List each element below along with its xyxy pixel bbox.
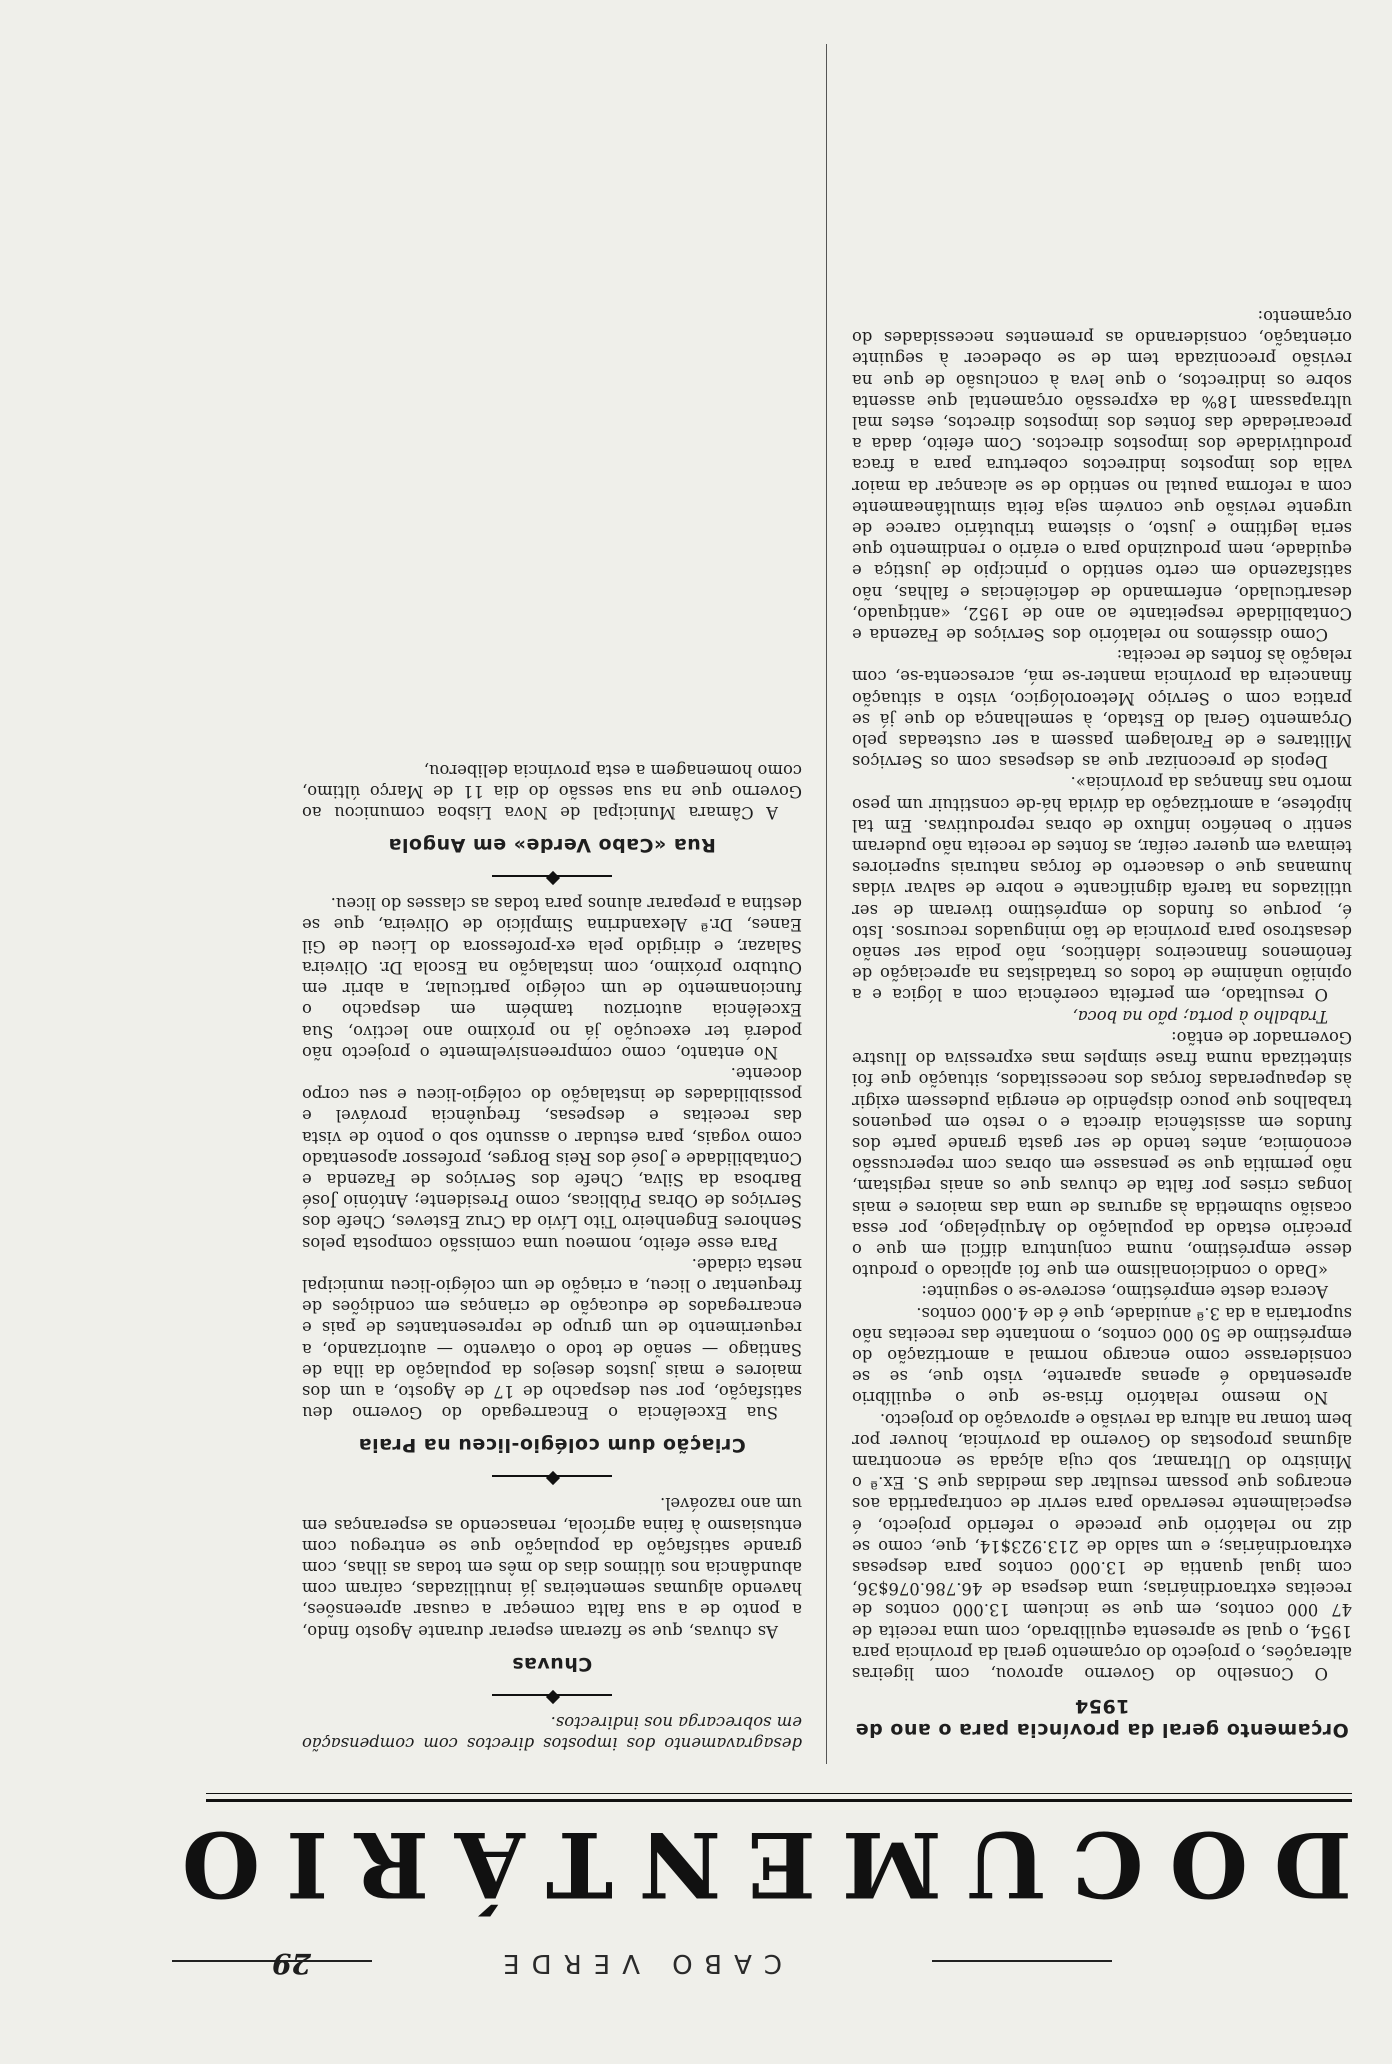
article-paragraph: Acerca deste empréstimo, escreve-se o seguinte:	[921, 1282, 1328, 1302]
column-divider	[826, 44, 827, 1764]
article-title-orcamento: Orçamento geral da província para o ano de 1954	[855, 1695, 1349, 1741]
publication-name: CABO VERDE	[491, 1948, 782, 1978]
article-separator	[492, 1469, 612, 1483]
article-separator	[492, 869, 612, 883]
section-masthead: DOCUMENTÁRIO	[155, 1811, 1352, 1917]
article-title-rua: Rua «Cabo Verde» em Angola	[388, 834, 716, 857]
article-title-liceu: Criação dum colégio-liceu na Praia	[358, 1434, 746, 1457]
masthead-rule-thin	[206, 1793, 1352, 1794]
article-paragraph: O Conselho do Governo aprovou, com ligeiras alterações, o projecto do orçamento geral da província para 1954, o qual se apresenta equilibrado, com uma receita de 47 000 contos, em que se incluem 13.000 contos de receitas extraordinárias; uma despesa de 46.786.076$36, com igual quantia de 13.000 contos para despesas extraordinárias; e um saldo de 213.923$14, que, como se diz no relatório que precede o referido projecto, é especialmente reservado para servir de contrapartida aos encargos que possam resultar das medidas que S. Ex.ª o Ministro do Ultramar, sob cuja alçada se encontram algumas propostas do Governo da província, houver por bem tomar na altura da revisão e aprovação do projecto.	[852, 1409, 1352, 1683]
right-column	[302, 759, 802, 1754]
masthead-rule	[206, 1799, 1352, 1802]
article-paragraph: No entanto, como compreensivelmente o projecto não poderá ter execução já no próximo ano lectivo, Sua Excelência autorizou também em despacho o funcionamento de um colégio particular, a abrir em Outubro próximo, com instalação na Escola Dr. Oliveira Salazar, e dirigido pela ex-professora do Liceu de Gil Eanes, Dr.ª Alexandrina Simplício de Oliveira, que se destina a preparar alunos para todas as classes do liceu.	[302, 894, 802, 1062]
left-column	[852, 306, 1352, 1754]
article-title-chuvas: Chuvas	[511, 1652, 593, 1675]
article-quote-motto: Trabalho à porta; pão na boca,	[1072, 1006, 1328, 1026]
page-header	[112, 1944, 1222, 1984]
article-paragraph: As chuvas, que se fizeram esperar durante Agosto findo, a ponto de a sua falta começar a causar apreensões, havendo algumas sementeiras já inutilizadas, caíram com abundância nos últimos dias do mês em todas as ilhas, com grande satisfação da população que se entregou com entusiasmo à faina agrícola, renascendo as esperanças em um ano razoável.	[302, 1494, 802, 1641]
article-paragraph: Depois de preconizar que as despesas com os Serviços Militares e de Farolagem passem a ser custeadas pelo Orçamento Geral do Estado, à semelhança do que já se pratica com o Serviço Meteorológico, visto a situação financeira da província manter-se má, acrescenta-se, com relação às fontes de receita:	[852, 646, 1352, 772]
article-separator	[492, 1688, 612, 1702]
page-number: 29	[272, 1947, 311, 1980]
article-paragraph-italic: desagravamento dos impostos directos com compensação em sobrecarga nos indirectos.	[302, 1712, 802, 1753]
article-paragraph: Como dissémos no relatório dos Serviços de Fazenda e Contabilidade respeitante ao ano de 1952, «antiquado, desarticulado, enfermando de deficiências e falhas, não satisfazendo em certo sentido o princípio de justiça e equidade, nem produzindo para o erário o rendimento que seria legítimo e justo, o sistema tributário carece de urgente revisão que convém seja feita simultâneamente com a reforma pautal no sentido de se alcançar da maior valia dos impostos indirectos cobertura para a fraca produtividade dos impostos directos. Com efeito, dada a precariedade das fontes dos impostos directos, estes mal ultrapassam 18% da expressão orçamental que assenta sobre os indirectos, o que leva à conclusão de que na revisão preconizada tem de se obedecer à seguinte orientação, considerando as prementes necessidades do orçamento:	[852, 307, 1352, 645]
header-rule-left	[932, 1960, 1112, 1962]
article-paragraph: A Câmara Municipal de Nova Lisboa comunicou ao Governo que na sua sessão do dia 11 de Março último, como homenagem a esta província deliberou,	[302, 760, 802, 823]
article-quote: «Dado o condicionalismo em que foi aplicado o produto desse empréstimo, numa conjuntura difícil em que o precário estado da população do Arquipélago, por essa ocasião submetida às agruras de uma das maiores e mais longas crises por falta de chuvas que os anais registam, não permitia que se pensasse em obras com repercussão económica, antes tendo de ser gasta grande parte dos fundos em assistência directa e o resto em pequenos trabalhos que pouco dispêndio de energia pudessem exigir às depauperadas forças dos necessitados, situação que foi sintetizada numa frase simples mas expressiva do Ilustre Governador de então:	[852, 1027, 1352, 1281]
article-paragraph: Sua Excelência o Encarregado do Governo deu satisfação, por seu despacho de 17 de Agosto, a um dos maiores e mais justos desejos da população da ilha de Santiago — senão de todo o otavento — autorizando, a requerimento de um grupo de representantes de pais e encarregados de educação de crianças em condições de frequentar o liceu, a criação de um colégio-liceu municipal nesta cidade.	[302, 1254, 802, 1423]
article-paragraph: No mesmo relatório frisa-se que o equilíbrio apresentado é apenas aparente, visto que, se se considerasse como encargo normal a amortização do empréstimo de 50 000 contos, o montante das receitas não suportaria a da 3.ª anuidade, que é de 4.000 contos.	[852, 1303, 1352, 1408]
article-paragraph: O resultado, em perfeita coerência com a lógica e a opinião unânime de todos os tratadistas na apreciação de fenómenos financeiros idênticos, não podia ser senão desastroso para província de tão minguados recursos. Isto é, porque os fundos do empréstimo tiveram de ser utilizados na tarefa dignificante e nobre de salvar vidas humanas que o desacerto de forças naturais superiores teimava em querer ceifar, as fontes de receita não puderam sentir o benéfico influxo de obras reprodutivas. Em tal hipótese, a amortização da dívida há-de constituir um peso morto nas finanças da província».	[852, 773, 1352, 1005]
article-paragraph: Para esse efeito, nomeou uma comissão composta pelos Senhores Engenheiro Tito Lívio da Cruz Esteves, Chefe dos Serviços de Obras Públicas, como Presidente; António José Barbosa da Silva, Chefe dos Serviços de Fazenda e Contabilidade e José dos Reis Borges, professor aposentado como vogais, para estudar o assunto sob o ponto de vista das receitas e despesas, frequência provável e possibilidades de instalação do colégio-liceu e seu corpo docente.	[302, 1063, 802, 1253]
